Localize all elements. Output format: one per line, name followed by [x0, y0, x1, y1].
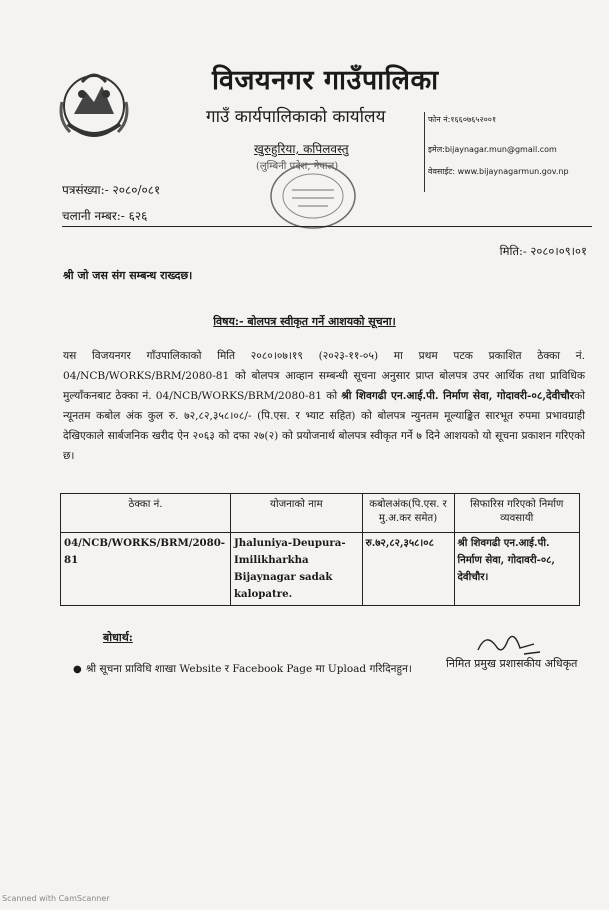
greeting: श्री जो जस संग सम्बन्ध राख्दछ। — [63, 269, 193, 282]
nepal-emblem-icon — [52, 62, 136, 146]
email-address: इमेल:bijaynagar.mun@gmail.com — [428, 145, 557, 154]
chalani-number: चलानी नम्बर:- ६२६ — [62, 209, 148, 223]
header-divider — [62, 226, 592, 227]
cell-contract-no: 04/NCB/WORKS/BRM/2080-81 — [61, 533, 231, 606]
signer-designation: निमित प्रमुख प्रशासकीय अधिकृत — [446, 657, 578, 670]
letter-date: मिति:- २०८०।०९।०१ — [499, 244, 587, 258]
contract-table — [60, 493, 580, 606]
body-paragraph — [63, 346, 585, 466]
office-name: गाउँ कार्यपालिकाको कार्यालय — [206, 107, 386, 127]
header-recommended-contractor: सिफारिस गरिएको निर्माण व्यवसायी — [454, 494, 580, 533]
contact-divider — [424, 112, 425, 192]
patra-sankhya: पत्रसंख्या:- २०८०/०८१ — [62, 183, 161, 197]
table-header-row — [61, 494, 580, 533]
header-contract-no: ठेक्का नं. — [61, 494, 231, 533]
office-place-line2: (लुम्बिनी प्रदेश, नेपाल) — [256, 161, 339, 172]
body-part-2: को न्यूनतम कबोल अंक कुल रु. ७२,८२,३५८।०८/- (पि.एस. र भ्याट सहित) को बोलपत्र न्युनतम मूल्याङ्कित सारभूत रुपमा प्रभावग्राही देखिएकाले सार्बजनिक खरीद ऐन २०६३ को दफा २७(२) को प्रयोजनार्थ बोलपत्र स्वीकृत गर्ने ७ दिने आशयको यो सूचना प्रकाशन गरिएको छ। — [63, 390, 585, 462]
body-contractor: श्री शिवगढी एन.आई.पी. निर्माण सेवा, गोदावरी-०८,देवीचौर — [341, 390, 575, 402]
header-project-name: योजनाको नाम — [230, 494, 362, 533]
table-row — [61, 533, 580, 606]
office-stamp-icon — [268, 160, 358, 232]
bullet-icon: ● — [73, 664, 82, 675]
phone-number: फोन नं:१६६०७६५२००१ — [428, 115, 497, 124]
scanner-watermark: Scanned with CamScanner — [2, 894, 110, 903]
org-title: विजयनगर गाउँपालिका — [212, 65, 439, 96]
office-place: खुरुहुरिया, कपिलवस्तु — [254, 142, 349, 156]
body-part-1: यस विजयनगर गाँउपालिकाको मिति २०८०।०७।१९ (२०२३-११-०५) मा प्रथम पटक प्रकाशित ठेक्का नं. 04/NCB/WORKS/BRM/2080-81 को बोलपत्र आव्हान सम्बन्धी सूचना अनुसार प्राप्त बोलपत्र उपर आर्थिक तथा प्राविधिक मुल्याँकनबाट ठेक्का नं. 04/NCB/WORKS/BRM/2080-81 को — [63, 350, 585, 402]
subject — [0, 314, 609, 329]
note-heading: बोधार्थ: — [103, 631, 133, 644]
cell-bid-amount: रु.७२,८२,३५८।०८ — [362, 533, 454, 606]
header-bid-amount: कबोलअंक(पि.एस. र मु.अ.कर समेत) — [362, 494, 454, 533]
cell-contractor: श्री शिवगढी एन.आई.पी. निर्माण सेवा, गोदावरी-०८, देवीचौर। — [454, 533, 580, 606]
note-item: श्री सूचना प्राविधि शाखा Website र Facebook Page मा Upload गरिदिनहुन। — [86, 663, 412, 675]
cell-project-name: Jhaluniya-Deupura-Imilikharkha Bijaynagar sadak kalopatre. — [230, 533, 362, 606]
website-address: वेवसाईट: www.bijaynagarmun.gov.np — [428, 167, 569, 176]
subject-text: विषय:- बोलपत्र स्वीकृत गर्ने आशयको सूचना। — [213, 315, 396, 328]
